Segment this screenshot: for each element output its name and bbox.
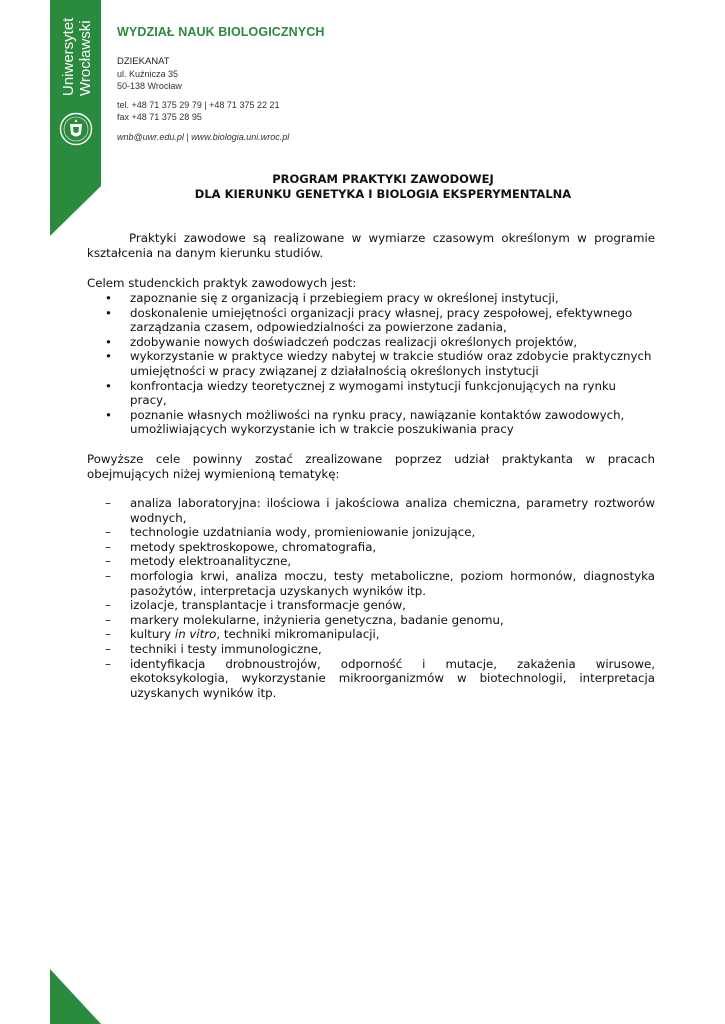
university-name-line1: Uniwersytet (60, 17, 77, 96)
list-item: • konfrontacja wiedzy teoretycznej z wymogami instytucji funkcjonujących na rynku pracy, (87, 379, 655, 408)
topic-text-suffix: , techniki mikromanipulacji, (216, 627, 380, 642)
list-item: – morfologia krwi, analiza moczu, testy metaboliczne, poziom hormonów, diagnostyka pasożytów, interpretacja uzyskanych wyników itp. (87, 569, 655, 598)
office-fax: fax +48 71 375 28 95 (117, 112, 202, 122)
office-street: ul. Kuźnicza 35 (117, 69, 179, 79)
footer-green-corner (50, 969, 101, 1024)
list-item: – metody elektroanalityczne, (87, 554, 655, 569)
topic-text-italic: in vitro (174, 627, 217, 642)
university-emblem-icon (59, 112, 93, 146)
document-title-line2: DLA KIERUNKU GENETYKA I BIOLOGIA EKSPERYMENTALNA (194, 187, 572, 201)
office-city: 50-138 Wrocław (117, 81, 182, 91)
list-item: – izolacje, transplantacje i transformacje genów, (87, 598, 655, 613)
list-item: – markery molekularne, inżynieria genetyczna, badanie genomu, (87, 613, 655, 628)
list-item (87, 627, 655, 642)
list-item: – metody spektroskopowe, chromatografia, (87, 540, 655, 555)
goals-list (87, 291, 655, 437)
intro-paragraph: Praktyki zawodowe są realizowane w wymiarze czasowym określonym w programie kształcenia na danym kierunku studiów. (87, 231, 655, 260)
document-title-line1: PROGRAM PRAKTYKI ZAWODOWEJ (272, 172, 494, 186)
list-item: • poznanie własnych możliwości na rynku pracy, nawiązanie kontaktów zawodowych, umożliwiających wykorzystanie ich w trakcie poszukiwania pracy (87, 408, 655, 437)
office-contact: wnb@uwr.edu.pl | www.biologia.uni.wroc.pl (117, 132, 290, 142)
office-phone: tel. +48 71 375 29 79 | +48 71 375 22 21 (117, 100, 280, 110)
list-item: – identyfikacja drobnoustrojów, odporność i mutacje, zakażenia wirusowe, ekotoksykologia, wykorzystanie mikroorganizmów w biotechnologii, interpretacja uzyskanych wyników itp. (87, 657, 655, 701)
list-item: – analiza laboratoryjna: ilościowa i jakościowa analiza chemiczna, parametry roztworów wodnych, (87, 496, 655, 525)
faculty-name: WYDZIAŁ NAUK BIOLOGICZNYCH (117, 25, 325, 39)
goals-heading: Celem studenckich praktyk zawodowych jest: (87, 276, 357, 290)
list-item: – technologie uzdatniania wody, promieniowanie jonizujące, (87, 525, 655, 540)
topic-text-prefix: kultury (130, 627, 175, 642)
topics-intro-paragraph: Powyższe cele powinny zostać zrealizowane poprzez udział praktykanta w pracach obejmujących niżej wymienioną tematykę: (87, 452, 655, 481)
office-name: DZIEKANAT (117, 56, 170, 67)
list-item: • zdobywanie nowych doświadczeń podczas realizacji określonych projektów, (87, 335, 655, 350)
list-item: • wykorzystanie w praktyce wiedzy nabytej w trakcie studiów oraz zdobycie praktycznych umiejętności w pracy związanej z działalnością określonych instytucji (87, 349, 655, 378)
list-item: • zapoznanie się z organizacją i przebiegiem pracy w określonej instytucji, (87, 291, 655, 306)
university-name-line2: Wrocławski (77, 20, 94, 96)
list-item: – techniki i testy immunologiczne, (87, 642, 655, 657)
topics-list (87, 496, 655, 700)
list-item: • doskonalenie umiejętności organizacji pracy własnej, pracy zespołowej, efektywnego zarządzania czasem, odpowiedzialności za powierzone zadania, (87, 306, 655, 335)
